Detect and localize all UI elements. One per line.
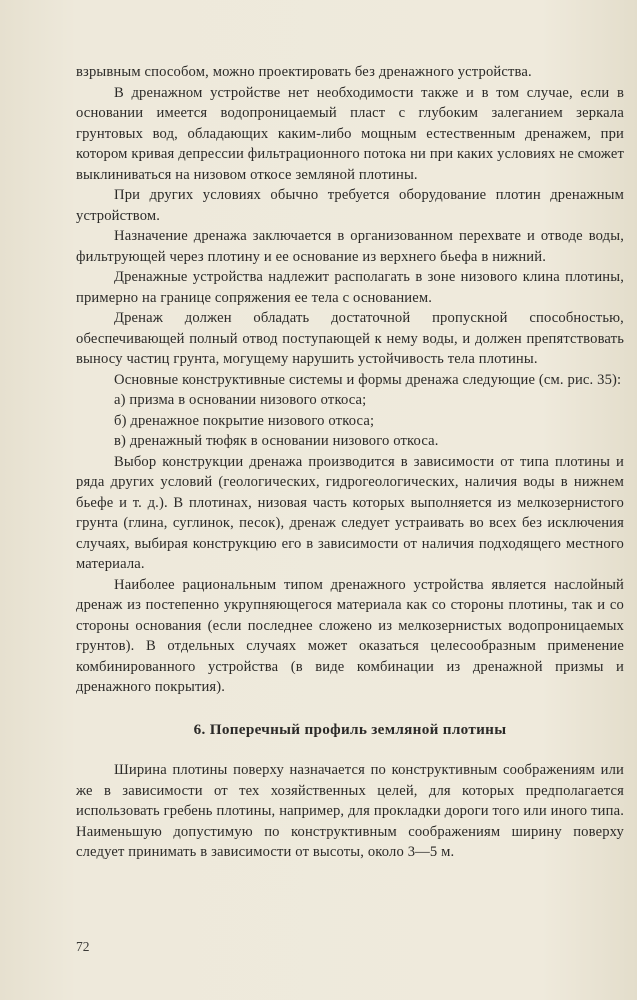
paragraph-continuation: взрывным способом, можно проектировать без дренажного устройства. — [76, 64, 532, 80]
paragraph-drainage-purpose: Назначение дренажа заключается в организованном перехвате и отводе воды, фильтрующей через плотину и ее основание из верхнего бьефа в нижний. — [76, 228, 624, 265]
list-item: б) дренажное покрытие низового откоса; — [114, 412, 375, 429]
paragraph-no-drainage-needed: В дренажном устройстве нет необходимости также и в том случае, если в основании имеется водопроницаемый пласт с глубоким залеганием зеркала грунтовых вод, обладающих каким-либо мощным естественным дренажем, при котором кривая депрессии фильтрационного потока ни при каких условиях не сможет выклиниваться на низовом откосе земляной плотины. — [76, 84, 624, 183]
paragraph-rational-drainage: Наиболее рациональным типом дренажного устройства является наслойный дренаж из постепенно укрупняющегося материала как со стороны плотины, так и со стороны основания (если последнее сложено из мелкозернистых водопроницаемых грунтов). В отдельных случаях может оказаться целесообразным применение комбинированного устройства (в виде комбинации из дренажной призмы и дренажного покрытия). — [76, 576, 624, 695]
paragraph-drainage-selection: Выбор конструкции дренажа производится в зависимости от типа плотины и ряда других условий (геологических, гидрогеологических, наличия воды в нижнем бьефе и т. д.). В плотинах, низовая часть которых выполняется из мелкозернистого грунта (глина, суглинок, песок), дренаж следует устраивать во всех без исключения случаях, выбирая конструкцию его в зависимости от наличия подходящего местного материала. — [76, 453, 624, 572]
page-text-block — [76, 62, 624, 863]
paragraph-crest-width: Ширина плотины поверху назначается по конструктивным соображениям или же в зависимости от тех хозяйственных целей, для которых предполагается использовать гребень плотины, например, для прокладки дороги того или иного типа. Наименьшую допустимую по конструктивным соображениям ширину поверху следует принимать в зависимости от высоты, около 3—5 м. — [76, 762, 624, 860]
paragraph-drainage-placement: Дренажные устройства надлежит располагать в зоне низового клина плотины, примерно на границе сопряжения ее тела с основанием. — [76, 269, 624, 306]
section-heading: 6. Поперечный профиль земляной плотины — [193, 720, 507, 738]
paragraph-drainage-capacity: Дренаж должен обладать достаточной пропускной способностью, обеспечивающей полный отвод поступающей к нему воды, и должен препятствовать выносу частиц грунта, могущему нарушить устойчивость тела плотины. — [76, 310, 624, 367]
paragraph-other-conditions: При других условиях обычно требуется оборудование плотин дренажным устройством. — [76, 187, 624, 224]
drainage-types-list — [76, 390, 624, 452]
list-item: в) дренажный тюфяк в основании низового откоса. — [114, 433, 439, 449]
page-number: 72 — [76, 939, 90, 954]
list-item: а) призма в основании низового откоса; — [114, 392, 367, 408]
paragraph-drainage-systems: Основные конструктивные системы и формы дренажа следующие (см. рис. 35): — [114, 371, 622, 388]
